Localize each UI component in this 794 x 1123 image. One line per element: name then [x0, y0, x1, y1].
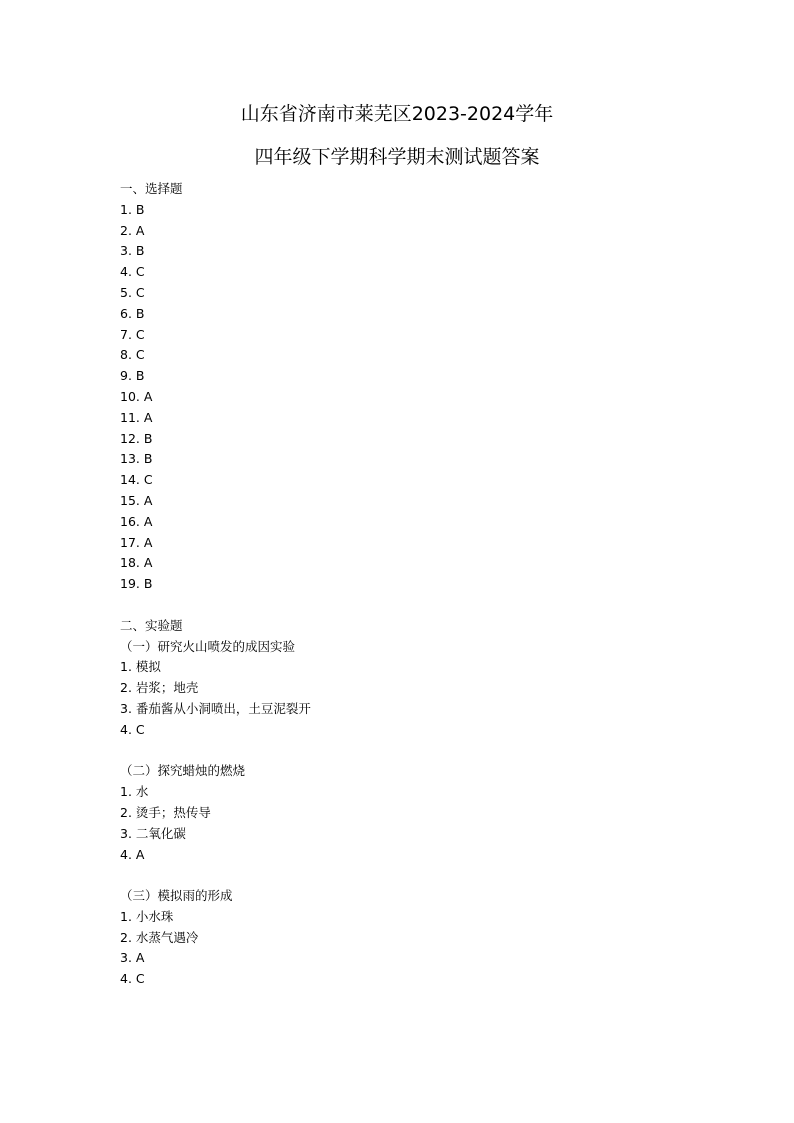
answer-item: 12. B: [120, 430, 153, 446]
answer-item: 18. A: [120, 555, 153, 571]
answer-item: 1. 模拟: [120, 659, 161, 675]
section-heading-experiment: 二、实验题: [120, 617, 183, 633]
answer-item: 4. C: [120, 971, 145, 987]
answer-item: 4. C: [120, 721, 145, 737]
answer-item: 1. 小水珠: [120, 908, 174, 924]
answer-item: 7. C: [120, 326, 145, 342]
answer-item: 3. B: [120, 243, 145, 259]
answer-item: 11. A: [120, 409, 153, 425]
answer-item: 2. 水蒸气遇冷: [120, 929, 199, 945]
answer-item: 1. B: [120, 201, 145, 217]
answer-item: 13. B: [120, 451, 153, 467]
section-heading-choice: 一、选择题: [120, 181, 183, 196]
answer-item: 9. B: [120, 368, 145, 384]
answer-item: 4. C: [120, 264, 145, 280]
spacer: [120, 595, 720, 616]
spacer: [120, 741, 720, 762]
subsection-heading-rain: （三）模拟雨的形成: [120, 888, 233, 904]
answer-item: 3. 番茄酱从小洞喷出，土豆泥裂开: [120, 700, 311, 716]
answer-item: 10. A: [120, 388, 153, 404]
answer-content: [120, 179, 720, 990]
answer-item: 19. B: [120, 576, 153, 592]
answer-item: 16. A: [120, 513, 153, 529]
subsection-heading-candle: （二）探究蜡烛的燃烧: [120, 763, 246, 779]
answer-item: 4. A: [120, 846, 145, 862]
subsection-heading-volcano: （一）研究火山喷发的成因实验: [120, 638, 296, 654]
answer-item: 15. A: [120, 492, 153, 508]
answer-item: 17. A: [120, 534, 153, 550]
spacer: [120, 865, 720, 886]
answer-item: 14. C: [120, 472, 153, 488]
document-title-line-1: 山东省济南市莱芜区2023-2024学年: [240, 103, 554, 125]
answer-item: 2. A: [120, 222, 145, 238]
answer-item: 3. A: [120, 950, 145, 966]
document-title-line-2: 四年级下学期科学期末测试题答案: [254, 146, 540, 168]
answer-item: 1. 水: [120, 784, 149, 800]
answer-item: 3. 二氧化碳: [120, 825, 186, 841]
answer-item: 5. C: [120, 284, 145, 300]
answer-item: 2. 烫手；热传导: [120, 804, 211, 820]
answer-item: 6. B: [120, 305, 145, 321]
answer-item: 2. 岩浆；地壳: [120, 680, 199, 696]
answer-item: 8. C: [120, 347, 145, 363]
